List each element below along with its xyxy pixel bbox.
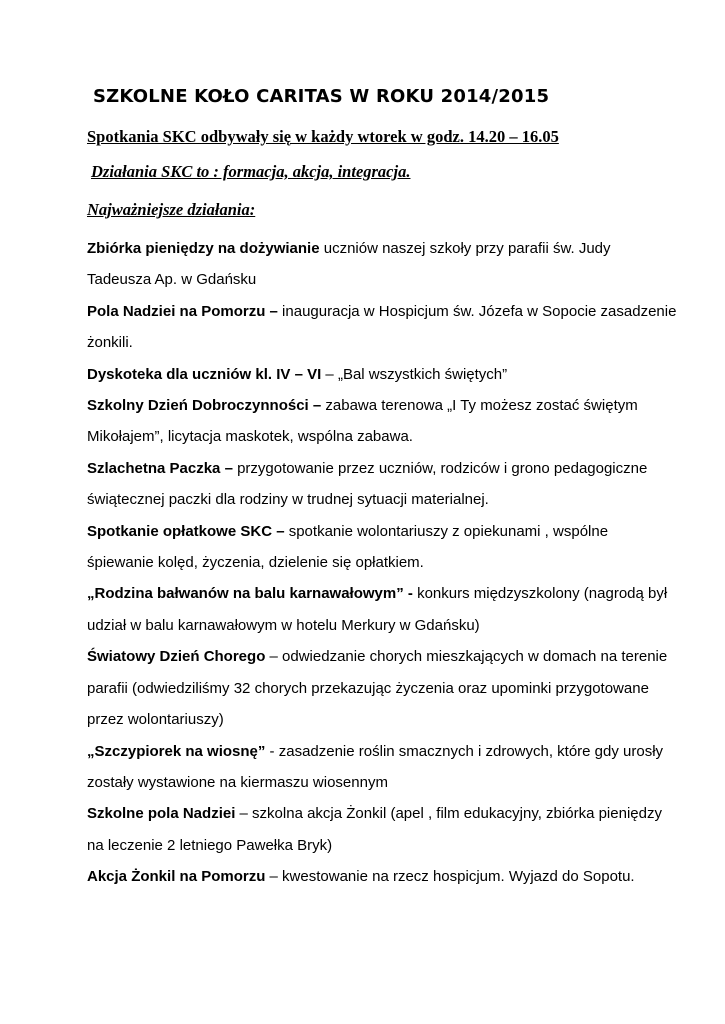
activity-item bbox=[87, 736, 677, 799]
activity-item bbox=[87, 641, 677, 735]
activity-name: Szkolny Dzień Dobroczynności – bbox=[87, 397, 322, 415]
activity-name: „Rodzina bałwanów na balu karnawałowym” - bbox=[87, 585, 413, 603]
activity-description: – szkolna akcja Żonkil (apel , film edukacyjny, zbiórka pieniędzy na leczenie 2 letniego Pawełka Bryk) bbox=[87, 805, 662, 854]
activity-name: Szkolne pola Nadziei bbox=[87, 805, 236, 823]
activity-name: Zbiórka pieniędzy na dożywianie bbox=[87, 240, 320, 257]
activity-item bbox=[87, 578, 677, 641]
activity-item bbox=[87, 233, 677, 296]
activity-name: Światowy Dzień Chorego bbox=[87, 648, 266, 666]
activity-name: „Szczypiorek na wiosnę” bbox=[87, 742, 266, 760]
important-activities-heading: Najważniejsze działania: bbox=[87, 200, 256, 219]
activity-item bbox=[87, 516, 677, 579]
activity-name: Szlachetna Paczka – bbox=[87, 459, 233, 477]
activity-item bbox=[87, 861, 677, 892]
activity-description: przygotowanie przez uczniów, rodziców i grono pedagogiczne świątecznej paczki dla rodziny w trudnej sytuacji materialnej. bbox=[87, 459, 648, 509]
activity-name: Dyskoteka dla uczniów kl. IV – VI bbox=[87, 365, 322, 383]
activity-description: spotkanie wolontariuszy z opiekunami , wspólne śpiewanie kolęd, życzenia, dzielenie się opłatkiem. bbox=[87, 522, 609, 572]
activity-description: - zasadzenie roślin smacznych i zdrowych, które gdy urosły zostały wystawione na kiermaszu wiosennym bbox=[87, 742, 664, 791]
activities-list bbox=[87, 233, 677, 893]
meeting-info: Spotkania SKC odbywały się w każdy wtorek w godz. 14.20 – 16.05 bbox=[87, 127, 559, 146]
activity-description: – odwiedzanie chorych mieszkających w domach na terenie parafii (odwiedziliśmy 32 chorych przekazując życzenia oraz upominki przygotowane przez wolontariuszy) bbox=[87, 648, 668, 729]
activity-item bbox=[87, 453, 677, 516]
activity-description: konkurs międzyszkolony (nagrodą był udział w balu karnawałowym w hotelu Merkury w Gdańsku) bbox=[87, 585, 668, 634]
activity-description: – kwestowanie na rzecz hospicjum. Wyjazd do Sopotu. bbox=[265, 868, 635, 886]
activity-description: inauguracja w Hospicjum św. Józefa w Sopocie zasadzenie żonkili. bbox=[87, 302, 677, 352]
activity-item bbox=[87, 296, 677, 359]
activity-item bbox=[87, 390, 677, 453]
activity-item bbox=[87, 359, 677, 390]
activity-description: zabawa terenowa „I Ty możesz zostać świętym Mikołajem”, licytacja maskotek, wspólna zabawa. bbox=[87, 397, 638, 446]
activity-item bbox=[87, 798, 677, 861]
activity-name: Spotkanie opłatkowe SKC – bbox=[87, 522, 285, 540]
activities-summary: Działania SKC to : formacja, akcja, integracja. bbox=[91, 162, 411, 181]
document-title: SZKOLNE KOŁO CARITAS W ROKU 2014/2015 bbox=[93, 86, 550, 107]
activity-name: Pola Nadziei na Pomorzu – bbox=[87, 302, 278, 320]
activity-description: uczniów naszej szkoły przy parafii św. Judy Tadeusza Ap. w Gdańsku bbox=[87, 240, 611, 289]
activity-name: Akcja Żonkil na Pomorzu bbox=[87, 868, 266, 886]
activity-description: – „Bal wszystkich świętych” bbox=[321, 365, 508, 383]
